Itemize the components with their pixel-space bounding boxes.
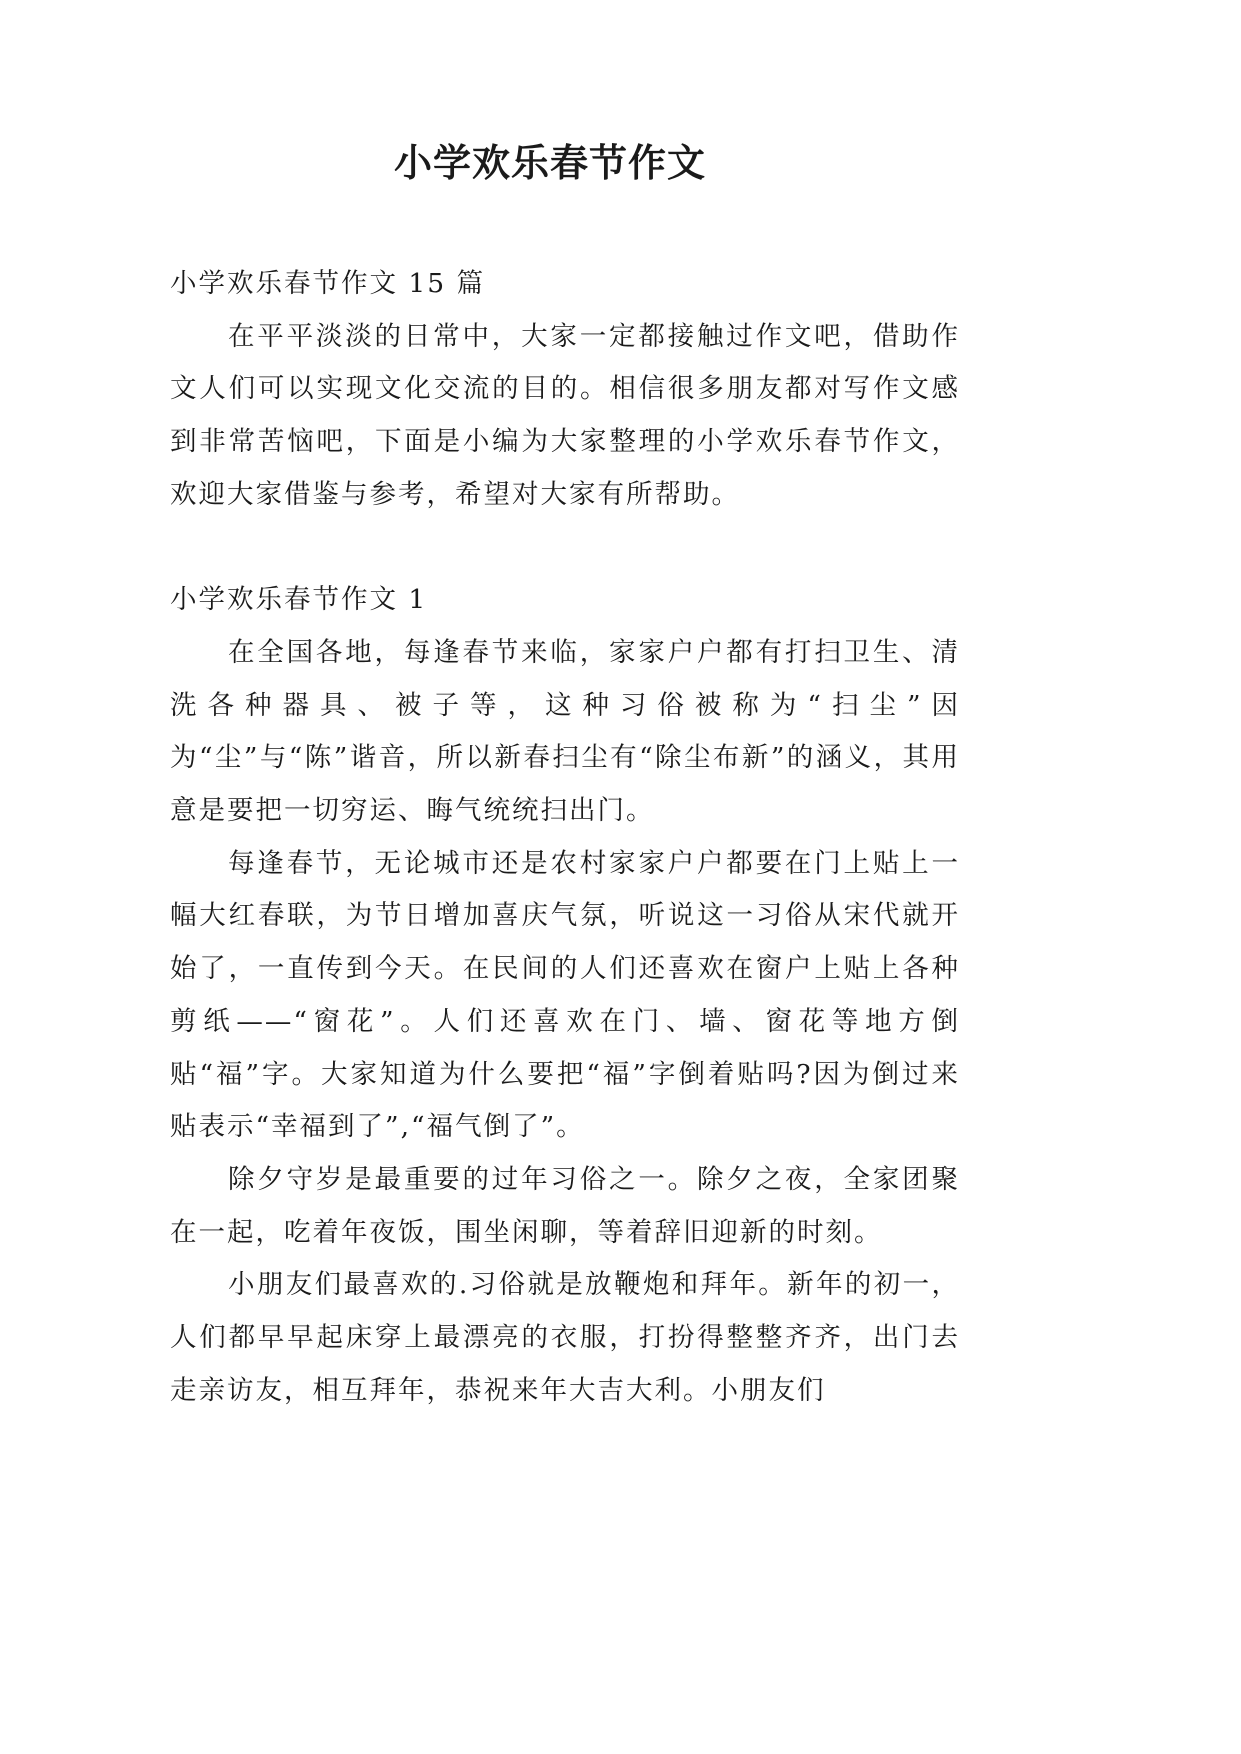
essay-1-heading: 小学欢乐春节作文 1 (170, 584, 428, 616)
intro-paragraph: 在平平淡淡的日常中，大家一定都接触过作文吧，借助作文人们可以实现文化交流的目的。相信很多朋友都对写作文感到非常苦恼吧，下面是小编为大家整理的小学欢乐春节作文，欢迎大家借鉴与参考，希望对大家有所帮助。 (170, 320, 960, 510)
essay-1-paragraph-1: 在全国各地，每逢春节来临，家家户户都有打扫卫生、清洗各种器具、被子等，这种习俗被称为“扫尘”因为“尘”与“陈”谐音，所以新春扫尘有“除尘布新”的涵义，其用意是要把一切穷运、晦气统统扫出门。 (170, 636, 960, 827)
essay-1-paragraph-2: 每逢春节，无论城市还是农村家家户户都要在门上贴上一幅大红春联，为节日增加喜庆气氛，听说这一习俗从宋代就开始了，一直传到今天。在民间的人们还喜欢在窗户上贴上各种剪纸——“窗花”。人们还喜欢在门、墙、窗花等地方倒贴“福”字。大家知道为什么要把“福”字倒着贴吗?因为倒过来贴表示“幸福到了”,“福气倒了”。 (170, 847, 960, 1143)
essay-1-paragraph-3: 除夕守岁是最重要的过年习俗之一。除夕之夜，全家团聚在一起，吃着年夜饭，围坐闲聊，等着辞旧迎新的时刻。 (170, 1163, 960, 1248)
document-body (170, 258, 960, 1417)
section-spacer (170, 522, 960, 575)
essay-1-paragraph-4: 小朋友们最喜欢的.习俗就是放鞭炮和拜年。新年的初一，人们都早早起床穿上最漂亮的衣服，打扮得整整齐齐，出门去走亲访友，相互拜年，恭祝来年大吉大利。小朋友们 (170, 1269, 960, 1406)
collection-heading: 小学欢乐春节作文 15 篇 (170, 268, 486, 299)
document-title: 小学欢乐春节作文 (393, 141, 706, 185)
